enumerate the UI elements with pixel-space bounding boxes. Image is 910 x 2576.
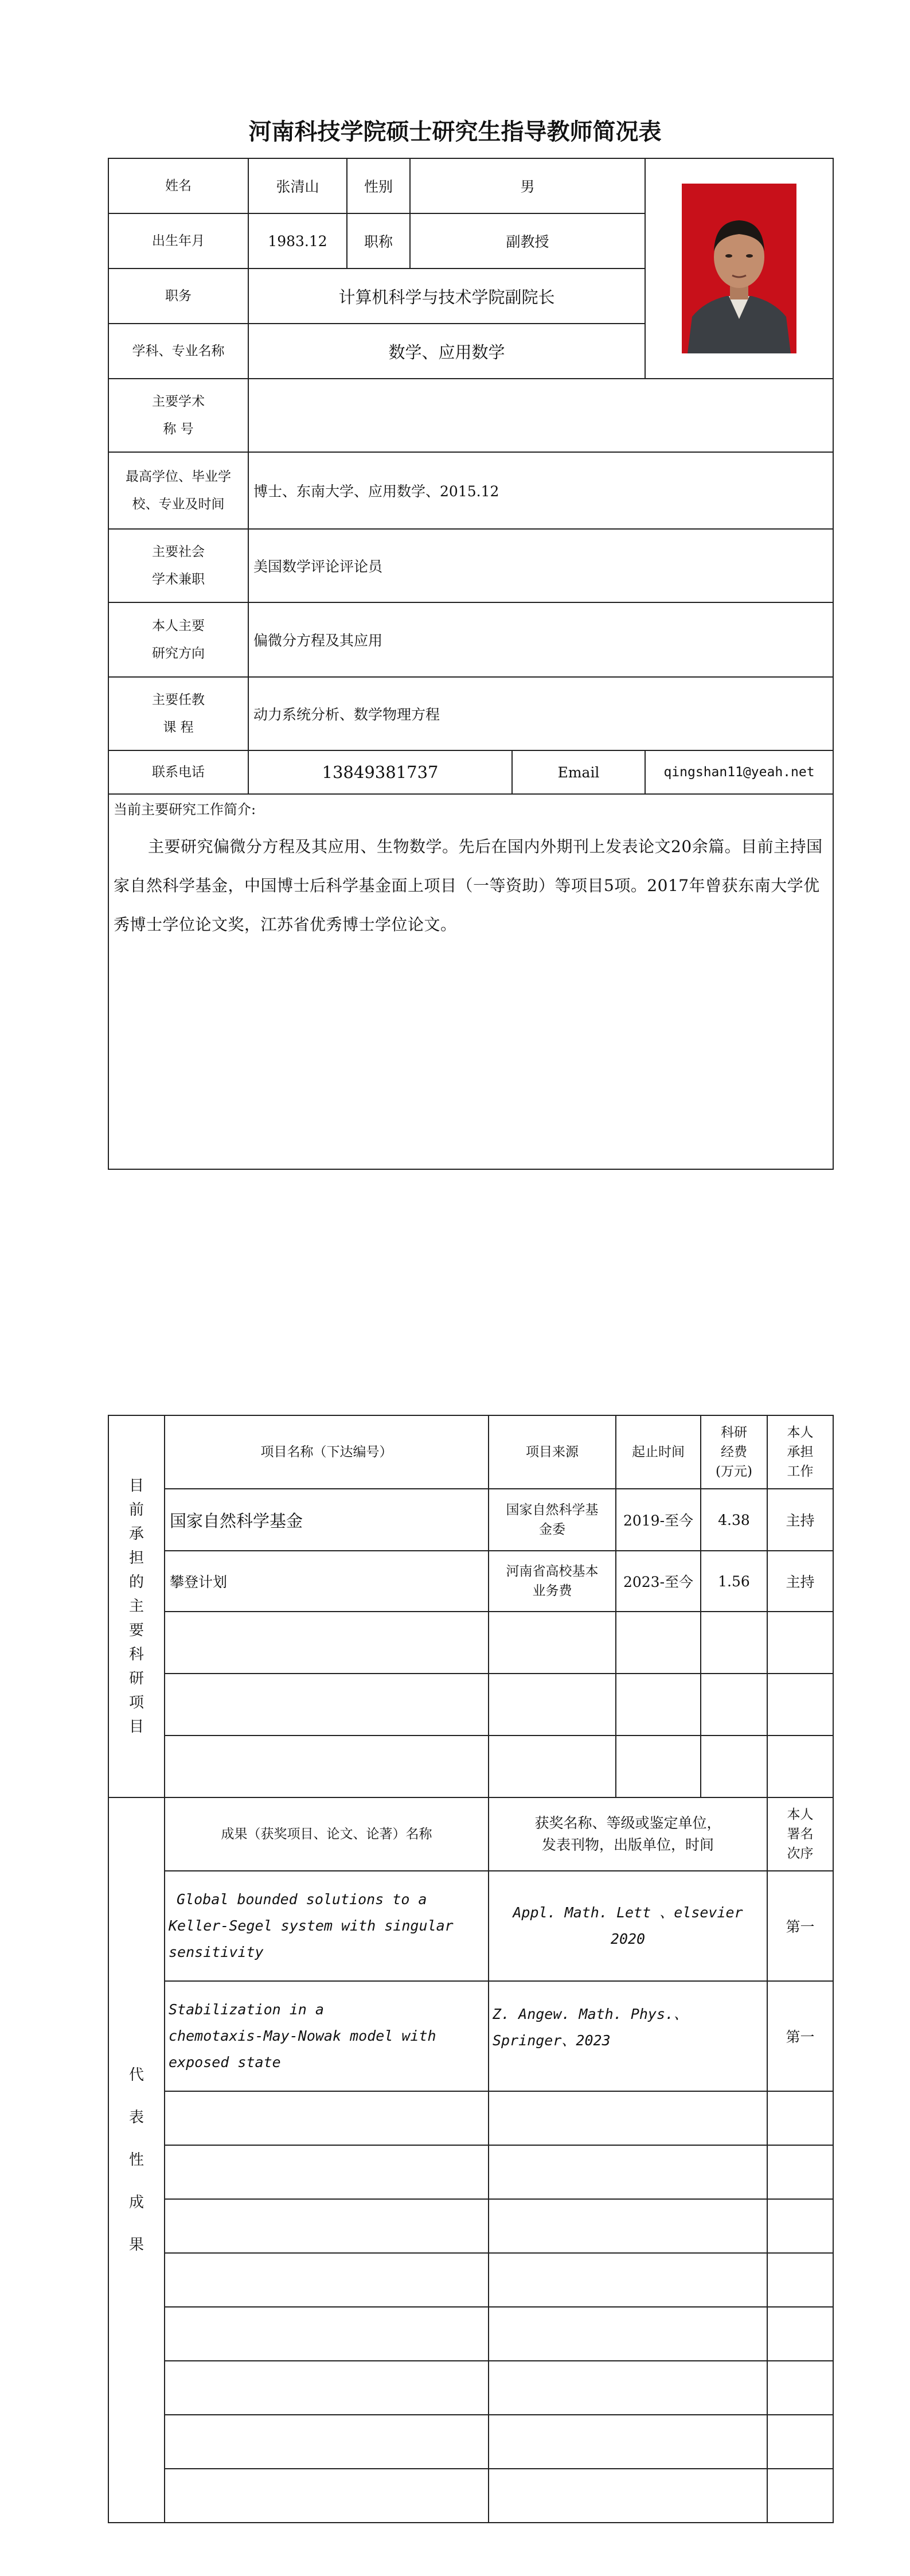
table-row <box>108 2199 833 2253</box>
rank-value: 副教授 <box>410 213 645 269</box>
achievement-name: Stabilization in a chemotaxis-May-Nowak model with exposed state <box>165 1981 489 2091</box>
table-row <box>108 1612 833 1674</box>
research-value: 偏微分方程及其应用 <box>248 602 833 677</box>
gender-label: 性别 <box>347 158 410 213</box>
gender-value: 男 <box>410 158 645 213</box>
achievement-award: Z. Angew. Math. Phys.、 Springer、2023 <box>489 1981 767 2091</box>
courses-value: 动力系统分析、数学物理方程 <box>248 677 833 750</box>
person-photo-icon <box>682 184 796 353</box>
research-label: 本人主要 研究方向 <box>108 602 248 677</box>
project-source-header: 项目来源 <box>489 1415 616 1489</box>
achievement-order-header: 本人 署名 次序 <box>767 1797 833 1871</box>
achievement-award-header: 获奖名称、等级或鉴定单位， 发表刊物，出版单位，时间 <box>489 1797 767 1871</box>
projects-achievements-table <box>108 1415 834 2523</box>
major-label: 学科、专业名称 <box>108 324 248 379</box>
intro-section <box>108 794 833 1169</box>
table-row <box>108 2415 833 2469</box>
position-label: 职务 <box>108 269 248 324</box>
email-label: Email <box>512 750 645 794</box>
table-row <box>108 2307 833 2361</box>
social-label: 主要社会 学术兼职 <box>108 529 248 602</box>
phone-value: 13849381737 <box>248 750 512 794</box>
projects-side-label: 目 前 承 担 的 主 要 科 研 项 目 <box>108 1415 165 1797</box>
major-value: 数学、应用数学 <box>248 324 645 379</box>
table-row <box>108 1674 833 1736</box>
project-source: 国家自然科学基 金委 <box>489 1489 616 1551</box>
project-period: 2023-至今 <box>616 1551 701 1612</box>
academic-title-label: 主要学术 称 号 <box>108 379 248 452</box>
project-source: 河南省高校基本 业务费 <box>489 1551 616 1612</box>
birth-value: 1983.12 <box>248 213 347 269</box>
table-row <box>108 2091 833 2145</box>
achievement-name: Global bounded solutions to a Keller-Segel system with singular sensitivity <box>165 1871 489 1981</box>
birth-label: 出生年月 <box>108 213 248 269</box>
project-role-header: 本人 承担 工作 <box>767 1415 833 1489</box>
name-value: 张清山 <box>248 158 347 213</box>
table-row <box>108 1736 833 1797</box>
page-title: 河南科技学院硕士研究生指导教师简况表 <box>248 119 662 145</box>
phone-label: 联系电话 <box>108 750 248 794</box>
table-row <box>108 1981 833 2091</box>
project-name-header: 项目名称（下达编号） <box>165 1415 489 1489</box>
table-row <box>108 2361 833 2415</box>
achievement-order: 第一 <box>767 1981 833 2091</box>
degree-value: 博士、东南大学、应用数学、2015.12 <box>248 452 833 529</box>
academic-title-value <box>248 379 833 452</box>
project-name: 国家自然科学基金 <box>165 1489 489 1551</box>
project-funding: 1.56 <box>701 1551 767 1612</box>
project-name: 攀登计划 <box>165 1551 489 1612</box>
social-value: 美国数学评论评论员 <box>248 529 833 602</box>
achievement-award: Appl. Math. Lett 、elsevier 2020 <box>489 1871 767 1981</box>
project-role: 主持 <box>767 1551 833 1612</box>
project-funding-header: 科研 经费 (万元) <box>701 1415 767 1489</box>
photo-cell <box>645 158 833 379</box>
project-period-header: 起止时间 <box>616 1415 701 1489</box>
intro-heading: 当前主要研究工作简介: <box>114 801 256 818</box>
project-period: 2019-至今 <box>616 1489 701 1551</box>
profile-table <box>108 158 834 1170</box>
courses-label: 主要任教 课 程 <box>108 677 248 750</box>
table-row <box>108 1871 833 1981</box>
table-row <box>108 2145 833 2199</box>
achievements-side-label: 代 表 性 成 果 <box>108 1797 165 2523</box>
table-row <box>108 2469 833 2523</box>
email-value: qingshan11@yeah.net <box>645 750 833 794</box>
table-row <box>108 1551 833 1612</box>
project-role: 主持 <box>767 1489 833 1551</box>
intro-body: 主要研究偏微分方程及其应用、生物数学。先后在国内外期刊上发表论文20余篇。目前主持国家自然科学基金，中国博士后科学基金面上项目（一等资助）等项目5项。2017年曾获东南大学优秀博士学位论文奖，江苏省优秀博士学位论文。 <box>114 837 823 934</box>
name-label: 姓名 <box>108 158 248 213</box>
project-funding: 4.38 <box>701 1489 767 1551</box>
rank-label: 职称 <box>347 213 410 269</box>
achievement-order: 第一 <box>767 1871 833 1981</box>
table-row <box>108 2253 833 2307</box>
degree-label: 最高学位、毕业学 校、专业及时间 <box>108 452 248 529</box>
achievement-name-header: 成果（获奖项目、论文、论著）名称 <box>165 1797 489 1871</box>
position-value: 计算机科学与技术学院副院长 <box>248 269 645 324</box>
table-row <box>108 1489 833 1551</box>
